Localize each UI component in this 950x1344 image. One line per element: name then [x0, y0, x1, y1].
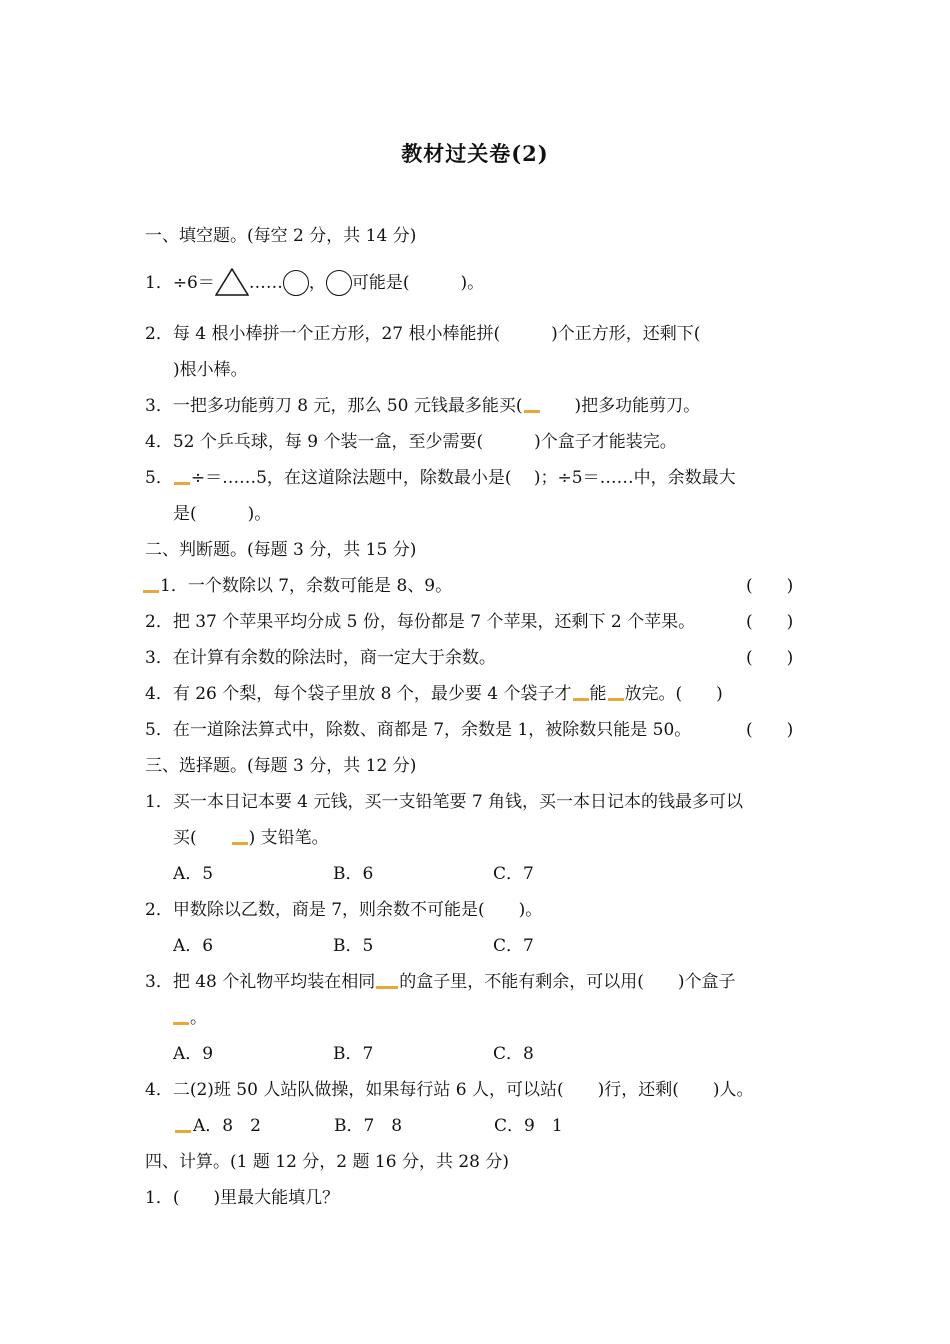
s3-question-1: 1．买一本日记本要 4 元钱，买一支铅笔要 7 角钱，买一本日记本的钱最多可以	[145, 792, 744, 812]
s2-question-3: 3．在计算有余数的除法时，商一定大于余数。	[145, 648, 496, 668]
answer-paren: ( )	[746, 612, 794, 632]
s1-question-1: 1．÷6＝ …… ， 可能是( )。	[145, 268, 484, 296]
option-c[interactable]: C．7	[493, 936, 534, 956]
option-b[interactable]: B．5	[333, 936, 374, 956]
highlight-mark	[376, 986, 398, 989]
answer-paren: ( )	[746, 648, 794, 668]
triangle-icon	[215, 268, 249, 296]
s2-question-2: 2．把 37 个苹果平均分成 5 份，每份都是 7 个苹果，还剩下 2 个苹果。	[145, 612, 696, 632]
option-b[interactable]: B．6	[333, 864, 374, 884]
highlight-mark	[608, 698, 624, 701]
s1-question-2: 2．每 4 根小棒拼一个正方形，27 根小棒能拼( )个正方形，还剩下(	[145, 324, 701, 344]
s2-question-4: 4．有 26 个梨，每个袋子里放 8 个，最少要 4 个袋子才 能 放完。( )	[145, 684, 723, 704]
highlight-mark	[232, 842, 248, 845]
option-a[interactable]: A．9	[173, 1044, 214, 1064]
s3-question-1-cont: 买( ) 支铅笔。	[173, 828, 329, 848]
section-4-heading: 四、计算。(1 题 12 分，2 题 16 分，共 28 分)	[145, 1152, 510, 1172]
option-a[interactable]: A．8 2	[193, 1116, 261, 1136]
page-title: 教材过关卷(2)	[401, 141, 549, 166]
s3-question-2: 2．甲数除以乙数，商是 7，则余数不可能是( )。	[145, 900, 543, 920]
answer-paren: ( )	[746, 576, 794, 596]
s1-question-2-cont: )根小棒。	[173, 360, 248, 380]
answer-paren: ( )	[746, 720, 794, 740]
highlight-mark	[175, 1130, 191, 1133]
option-c[interactable]: C．8	[493, 1044, 534, 1064]
option-b[interactable]: B．7	[333, 1044, 374, 1064]
highlight-mark	[143, 590, 159, 593]
s2-question-1: 1．一个数除以 7，余数可能是 8、9。	[143, 574, 452, 598]
s1-question-4: 4．52 个乒乓球，每 9 个装一盒，至少需要( )个盒子才能装完。	[145, 432, 677, 452]
s3-question-1-options	[173, 862, 653, 886]
s3-question-2-options	[173, 934, 653, 958]
s1-question-5: 5． ÷＝……5，在这道除法题中，除数最小是( )；÷5＝……中，余数最大	[145, 468, 736, 488]
s3-question-4-options	[175, 1114, 654, 1138]
s1-question-5-cont: 是( )。	[173, 504, 272, 524]
circle-icon	[283, 270, 309, 296]
section-1-heading: 一、填空题。(每空 2 分，共 14 分)	[145, 226, 417, 246]
option-a[interactable]: A．5	[173, 864, 214, 884]
option-c[interactable]: C．7	[493, 864, 534, 884]
s3-question-4: 4．二(2)班 50 人站队做操，如果每行站 6 人，可以站( )行，还剩( )人。	[145, 1080, 754, 1100]
highlight-mark	[174, 482, 190, 485]
option-c[interactable]: C．9 1	[494, 1116, 563, 1136]
circle-icon	[326, 270, 352, 296]
s1-question-3: 3．一把多功能剪刀 8 元，那么 50 元钱最多能买( )把多功能剪刀。	[145, 396, 701, 416]
s3-question-3: 3．把 48 个礼物平均装在相同 的盒子里，不能有剩余，可以用( )个盒子	[145, 972, 736, 992]
s4-question-1: 1．( )里最大能填几？	[145, 1188, 340, 1208]
section-3-heading: 三、选择题。(每题 3 分，共 12 分)	[145, 756, 417, 776]
highlight-mark	[173, 1022, 189, 1025]
option-b[interactable]: B．7 8	[334, 1116, 403, 1136]
section-2-heading: 二、判断题。(每题 3 分，共 15 分)	[145, 540, 417, 560]
highlight-mark	[573, 698, 589, 701]
s3-question-3-cont: 。	[173, 1006, 207, 1030]
s2-question-5: 5．在一道除法算式中，除数、商都是 7，余数是 1，被除数只能是 50。	[145, 720, 692, 740]
s3-question-3-options	[173, 1042, 653, 1066]
option-a[interactable]: A．6	[173, 936, 214, 956]
highlight-mark	[524, 410, 540, 413]
